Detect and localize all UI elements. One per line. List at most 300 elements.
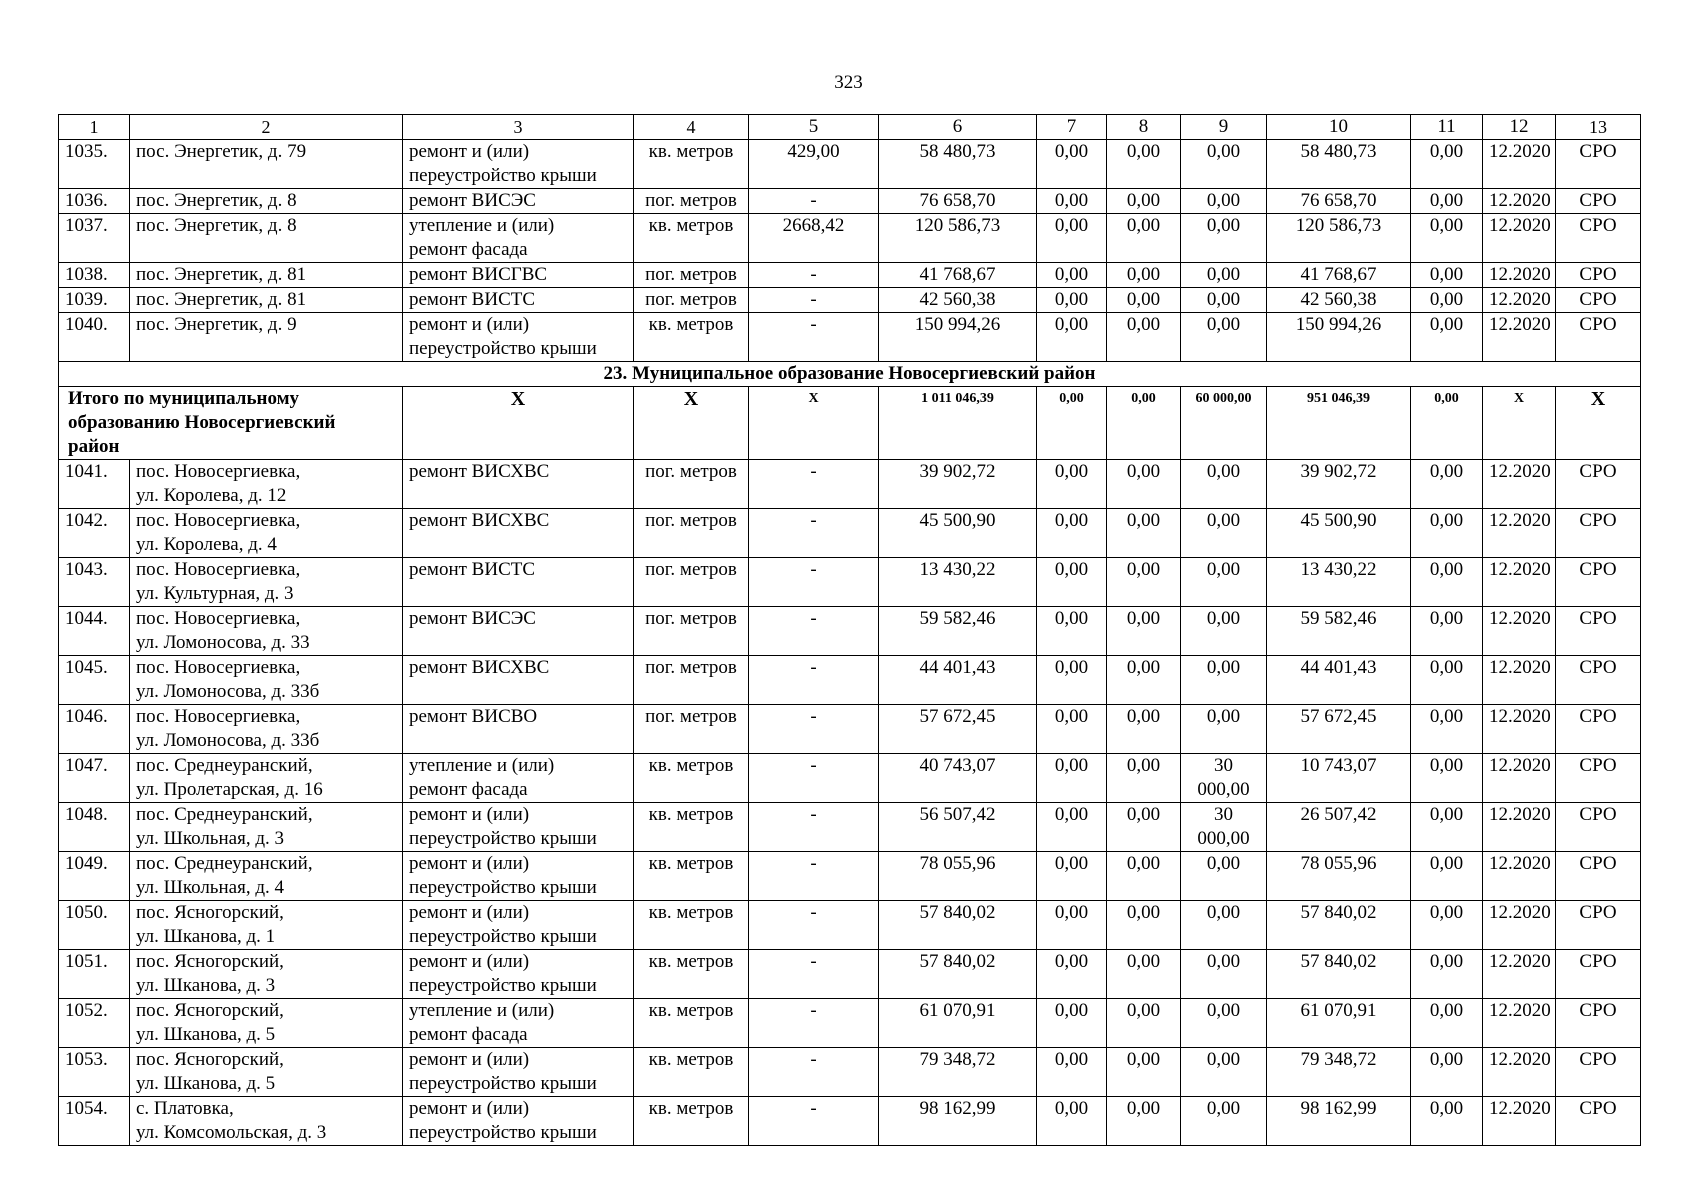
work-type-line: ремонт и (или) xyxy=(409,902,530,923)
fund-cell: 0,00 xyxy=(1107,852,1181,901)
address-line: ул. Ломоносова, д. 33 xyxy=(136,632,310,653)
fund-cell: 0,00 xyxy=(1107,656,1181,705)
unit-cell: кв. метров xyxy=(634,140,749,189)
work-type-line: ремонт фасада xyxy=(409,239,528,260)
fund-cell: 0,00 xyxy=(1411,460,1483,509)
fund-cell: 0,00 xyxy=(1037,705,1107,754)
work-type-line: переустройство крыши xyxy=(409,877,597,898)
unit-cell: пог. метров xyxy=(634,558,749,607)
volume-cell: - xyxy=(749,509,879,558)
volume-cell: - xyxy=(749,1048,879,1097)
table-row xyxy=(59,214,1641,263)
fund-cell: 0,00 xyxy=(1411,313,1483,362)
fund-cell: 0,00 xyxy=(1037,803,1107,852)
row-number: 1047. xyxy=(59,754,130,803)
table-row xyxy=(59,288,1641,313)
fund-cell: 0,00 xyxy=(1037,901,1107,950)
volume-cell: - xyxy=(749,803,879,852)
volume-cell: - xyxy=(749,950,879,999)
row-number: 1044. xyxy=(59,607,130,656)
unit-cell: пог. метров xyxy=(634,705,749,754)
volume-cell: - xyxy=(749,705,879,754)
address-cell xyxy=(130,656,403,705)
header-cell: 3 xyxy=(403,115,634,140)
method-cell: СРО xyxy=(1556,901,1641,950)
deadline-cell: 12.2020 xyxy=(1483,705,1556,754)
total-value-cell: 951 046,39 xyxy=(1267,387,1411,460)
volume-cell: - xyxy=(749,607,879,656)
fund-cell: 0,00 xyxy=(1037,140,1107,189)
fund-cell: 0,00 xyxy=(1107,803,1181,852)
total-cost-cell: 59 582,46 xyxy=(879,607,1037,656)
method-cell: СРО xyxy=(1556,509,1641,558)
row-number: 1037. xyxy=(59,214,130,263)
total-x-cell: X xyxy=(1556,387,1641,460)
owners-funds-cell: 26 507,42 xyxy=(1267,803,1411,852)
fund-cell: 0,00 xyxy=(1037,852,1107,901)
owners-funds-cell: 57 840,02 xyxy=(1267,950,1411,999)
header-cell: 4 xyxy=(634,115,749,140)
address-line: ул. Шканова, д. 3 xyxy=(136,975,276,996)
total-label-line: район xyxy=(68,436,120,457)
fund-cell: 0,00 xyxy=(1107,460,1181,509)
address-line: ул. Культурная, д. 3 xyxy=(136,583,294,604)
total-label-line: образованию Новосергиевский xyxy=(68,412,336,433)
total-cost-cell: 40 743,07 xyxy=(879,754,1037,803)
section-title: 23. Муниципальное образование Новосергиевский район xyxy=(59,362,1641,387)
owners-funds-cell: 57 672,45 xyxy=(1267,705,1411,754)
unit-cell: кв. метров xyxy=(634,803,749,852)
address-line: пос. Новосергиевка, xyxy=(136,510,301,531)
work-type-line: переустройство крыши xyxy=(409,1073,597,1094)
address-line: ул. Школьная, д. 4 xyxy=(136,877,284,898)
fund-cell: 0,00 xyxy=(1037,509,1107,558)
work-type-cell xyxy=(403,214,634,263)
fund-cell: 0,00 xyxy=(1411,288,1483,313)
address-cell xyxy=(130,999,403,1048)
work-type-line: утепление и (или) xyxy=(409,1000,555,1021)
volume-cell: 2668,42 xyxy=(749,214,879,263)
owners-funds-cell: 120 586,73 xyxy=(1267,214,1411,263)
header-cell: 6 xyxy=(879,115,1037,140)
address-line: ул. Шканова, д. 1 xyxy=(136,926,276,947)
table-row xyxy=(59,558,1641,607)
table-row xyxy=(59,607,1641,656)
table-row xyxy=(59,189,1641,214)
work-type-cell xyxy=(403,803,634,852)
work-type-line: ремонт и (или) xyxy=(409,853,530,874)
row-number: 1040. xyxy=(59,313,130,362)
work-type-line: ремонт ВИСВО xyxy=(409,706,538,727)
fund-cell: 0,00 xyxy=(1181,1097,1267,1146)
unit-cell: пог. метров xyxy=(634,189,749,214)
address-line: пос. Среднеуранский, xyxy=(136,755,313,776)
fund-cell: 0,00 xyxy=(1107,607,1181,656)
header-cell: 13 xyxy=(1556,115,1641,140)
total-cost-cell: 42 560,38 xyxy=(879,288,1037,313)
work-type-line: ремонт и (или) xyxy=(409,314,530,335)
table-row xyxy=(59,656,1641,705)
total-cost-cell: 57 840,02 xyxy=(879,901,1037,950)
row-number: 1036. xyxy=(59,189,130,214)
method-cell: СРО xyxy=(1556,263,1641,288)
method-cell: СРО xyxy=(1556,1097,1641,1146)
fund-cell: 0,00 xyxy=(1181,1048,1267,1097)
owners-funds-cell: 41 768,67 xyxy=(1267,263,1411,288)
fund-cell: 0,00 xyxy=(1107,1097,1181,1146)
volume-cell: - xyxy=(749,263,879,288)
address-cell xyxy=(130,313,403,362)
address-line: ул. Королева, д. 12 xyxy=(136,485,287,506)
total-cost-cell: 41 768,67 xyxy=(879,263,1037,288)
table-row xyxy=(59,950,1641,999)
row-number: 1046. xyxy=(59,705,130,754)
fund-cell: 0,00 xyxy=(1107,558,1181,607)
work-type-line: ремонт и (или) xyxy=(409,1098,530,1119)
deadline-cell: 12.2020 xyxy=(1483,656,1556,705)
deadline-cell: 12.2020 xyxy=(1483,288,1556,313)
deadline-cell: 12.2020 xyxy=(1483,754,1556,803)
deadline-cell: 12.2020 xyxy=(1483,950,1556,999)
owners-funds-cell: 78 055,96 xyxy=(1267,852,1411,901)
row-number: 1039. xyxy=(59,288,130,313)
deadline-cell: 12.2020 xyxy=(1483,214,1556,263)
address-line: пос. Среднеуранский, xyxy=(136,853,313,874)
fund-cell: 0,00 xyxy=(1181,950,1267,999)
address-cell xyxy=(130,852,403,901)
unit-cell: пог. метров xyxy=(634,288,749,313)
fund-cell: 0,00 xyxy=(1181,901,1267,950)
work-type-line: ремонт и (или) xyxy=(409,804,530,825)
address-line: пос. Энергетик, д. 8 xyxy=(136,190,297,211)
method-cell: СРО xyxy=(1556,754,1641,803)
row-number: 1049. xyxy=(59,852,130,901)
owners-funds-cell: 44 401,43 xyxy=(1267,656,1411,705)
work-type-cell xyxy=(403,140,634,189)
row-number: 1048. xyxy=(59,803,130,852)
total-value-cell: 0,00 xyxy=(1107,387,1181,460)
row-number: 1042. xyxy=(59,509,130,558)
fund-cell: 0,00 xyxy=(1411,558,1483,607)
work-type-cell xyxy=(403,901,634,950)
fund-cell: 0,00 xyxy=(1037,288,1107,313)
owners-funds-cell: 98 162,99 xyxy=(1267,1097,1411,1146)
fund-cell: 0,00 xyxy=(1107,705,1181,754)
work-type-cell xyxy=(403,288,634,313)
method-cell: СРО xyxy=(1556,607,1641,656)
method-cell: СРО xyxy=(1556,313,1641,362)
table-row xyxy=(59,754,1641,803)
fund-cell: 0,00 xyxy=(1411,901,1483,950)
unit-cell: кв. метров xyxy=(634,1097,749,1146)
row-number: 1041. xyxy=(59,460,130,509)
work-type-cell xyxy=(403,852,634,901)
address-line: пос. Среднеуранский, xyxy=(136,804,313,825)
work-type-line: ремонт ВИСХВС xyxy=(409,510,550,531)
row-number: 1035. xyxy=(59,140,130,189)
fund-cell: 0,00 xyxy=(1411,509,1483,558)
address-line: пос. Энергетик, д. 81 xyxy=(136,289,307,310)
work-type-line: ремонт ВИСХВС xyxy=(409,461,550,482)
total-cost-cell: 150 994,26 xyxy=(879,313,1037,362)
method-cell: СРО xyxy=(1556,288,1641,313)
work-type-cell xyxy=(403,460,634,509)
method-cell: СРО xyxy=(1556,803,1641,852)
work-type-cell xyxy=(403,1097,634,1146)
owners-funds-cell: 13 430,22 xyxy=(1267,558,1411,607)
address-cell xyxy=(130,509,403,558)
address-line: пос. Ясногорский, xyxy=(136,1000,284,1021)
total-cost-cell: 57 672,45 xyxy=(879,705,1037,754)
address-cell xyxy=(130,460,403,509)
fund-cell: 0,00 xyxy=(1411,656,1483,705)
address-cell xyxy=(130,754,403,803)
work-type-cell xyxy=(403,754,634,803)
table-row xyxy=(59,509,1641,558)
address-line: пос. Новосергиевка, xyxy=(136,559,301,580)
method-cell: СРО xyxy=(1556,189,1641,214)
method-cell: СРО xyxy=(1556,460,1641,509)
fund-cell: 30 000,00 xyxy=(1181,754,1267,803)
total-cost-cell: 57 840,02 xyxy=(879,950,1037,999)
owners-funds-cell: 10 743,07 xyxy=(1267,754,1411,803)
table-row xyxy=(59,705,1641,754)
table-row xyxy=(59,460,1641,509)
work-type-line: ремонт фасада xyxy=(409,1024,528,1045)
fund-cell: 0,00 xyxy=(1107,1048,1181,1097)
fund-cell: 0,00 xyxy=(1107,313,1181,362)
unit-cell: кв. метров xyxy=(634,901,749,950)
fund-cell: 0,00 xyxy=(1037,460,1107,509)
table-row xyxy=(59,901,1641,950)
address-cell xyxy=(130,803,403,852)
total-value-cell: 0,00 xyxy=(1411,387,1483,460)
deadline-cell: 12.2020 xyxy=(1483,140,1556,189)
fund-cell: 0,00 xyxy=(1411,263,1483,288)
volume-cell: - xyxy=(749,754,879,803)
work-type-line: переустройство крыши xyxy=(409,975,597,996)
volume-cell: - xyxy=(749,189,879,214)
header-cell: 9 xyxy=(1181,115,1267,140)
volume-cell: - xyxy=(749,656,879,705)
fund-cell: 0,00 xyxy=(1107,189,1181,214)
owners-funds-cell: 42 560,38 xyxy=(1267,288,1411,313)
table-row xyxy=(59,999,1641,1048)
header-cell: 12 xyxy=(1483,115,1556,140)
method-cell: СРО xyxy=(1556,852,1641,901)
work-type-line: утепление и (или) xyxy=(409,215,555,236)
row-number: 1045. xyxy=(59,656,130,705)
address-line: пос. Энергетик, д. 79 xyxy=(136,141,307,162)
method-cell: СРО xyxy=(1556,1048,1641,1097)
row-number: 1050. xyxy=(59,901,130,950)
method-cell: СРО xyxy=(1556,558,1641,607)
deadline-cell: 12.2020 xyxy=(1483,607,1556,656)
header-cell: 11 xyxy=(1411,115,1483,140)
address-line: пос. Энергетик, д. 8 xyxy=(136,215,297,236)
address-cell xyxy=(130,140,403,189)
address-line: ул. Пролетарская, д. 16 xyxy=(136,779,323,800)
header-cell: 2 xyxy=(130,115,403,140)
address-line: ул. Королева, д. 4 xyxy=(136,534,277,555)
total-x-cell: X xyxy=(634,387,749,460)
address-line: пос. Ясногорский, xyxy=(136,1049,284,1070)
address-line: пос. Энергетик, д. 81 xyxy=(136,264,307,285)
total-x-cell: X xyxy=(749,387,879,460)
fund-cell: 0,00 xyxy=(1107,288,1181,313)
work-type-line: ремонт ВИСТС xyxy=(409,289,536,310)
address-line: пос. Новосергиевка, xyxy=(136,608,301,629)
fund-cell: 0,00 xyxy=(1411,852,1483,901)
fund-cell: 0,00 xyxy=(1181,189,1267,214)
table-row xyxy=(59,140,1641,189)
unit-cell: кв. метров xyxy=(634,313,749,362)
fund-cell: 0,00 xyxy=(1181,460,1267,509)
total-cost-cell: 76 658,70 xyxy=(879,189,1037,214)
fund-cell: 0,00 xyxy=(1107,509,1181,558)
table-row xyxy=(59,1048,1641,1097)
fund-cell: 0,00 xyxy=(1411,1048,1483,1097)
volume-cell: - xyxy=(749,313,879,362)
repair-program-table xyxy=(58,114,1641,1146)
address-cell xyxy=(130,214,403,263)
fund-cell: 0,00 xyxy=(1181,140,1267,189)
fund-cell: 0,00 xyxy=(1107,214,1181,263)
total-cost-cell: 79 348,72 xyxy=(879,1048,1037,1097)
owners-funds-cell: 39 902,72 xyxy=(1267,460,1411,509)
work-type-cell xyxy=(403,999,634,1048)
owners-funds-cell: 58 480,73 xyxy=(1267,140,1411,189)
fund-cell: 0,00 xyxy=(1181,705,1267,754)
fund-cell: 0,00 xyxy=(1411,607,1483,656)
work-type-line: ремонт ВИСХВС xyxy=(409,657,550,678)
deadline-cell: 12.2020 xyxy=(1483,1097,1556,1146)
volume-cell: 429,00 xyxy=(749,140,879,189)
unit-cell: пог. метров xyxy=(634,509,749,558)
row-number: 1038. xyxy=(59,263,130,288)
work-type-line: переустройство крыши xyxy=(409,1122,597,1143)
address-line: пос. Энергетик, д. 9 xyxy=(136,314,297,335)
fund-cell: 0,00 xyxy=(1411,214,1483,263)
address-cell xyxy=(130,263,403,288)
fund-cell: 0,00 xyxy=(1107,999,1181,1048)
address-line: пос. Новосергиевка, xyxy=(136,657,301,678)
fund-cell: 0,00 xyxy=(1411,705,1483,754)
fund-cell: 0,00 xyxy=(1181,214,1267,263)
deadline-cell: 12.2020 xyxy=(1483,558,1556,607)
fund-cell: 0,00 xyxy=(1037,1097,1107,1146)
table-row xyxy=(59,1097,1641,1146)
owners-funds-cell: 150 994,26 xyxy=(1267,313,1411,362)
fund-cell: 0,00 xyxy=(1107,263,1181,288)
owners-funds-cell: 61 070,91 xyxy=(1267,999,1411,1048)
method-cell: СРО xyxy=(1556,950,1641,999)
table-row xyxy=(59,803,1641,852)
unit-cell: кв. метров xyxy=(634,754,749,803)
deadline-cell: 12.2020 xyxy=(1483,999,1556,1048)
work-type-cell xyxy=(403,558,634,607)
work-type-line: переустройство крыши xyxy=(409,338,597,359)
work-type-line: ремонт ВИСГВС xyxy=(409,264,548,285)
total-cost-cell: 61 070,91 xyxy=(879,999,1037,1048)
row-number: 1053. xyxy=(59,1048,130,1097)
total-cost-cell: 120 586,73 xyxy=(879,214,1037,263)
work-type-cell xyxy=(403,263,634,288)
row-number: 1052. xyxy=(59,999,130,1048)
fund-cell: 0,00 xyxy=(1181,509,1267,558)
total-cost-cell: 44 401,43 xyxy=(879,656,1037,705)
total-cost-cell: 98 162,99 xyxy=(879,1097,1037,1146)
work-type-cell xyxy=(403,656,634,705)
work-type-line: переустройство крыши xyxy=(409,165,597,186)
section-header-row xyxy=(59,362,1641,387)
fund-cell: 0,00 xyxy=(1037,950,1107,999)
address-cell xyxy=(130,558,403,607)
table-row xyxy=(59,852,1641,901)
fund-cell: 0,00 xyxy=(1411,1097,1483,1146)
address-line: ул. Ломоносова, д. 33б xyxy=(136,681,320,702)
address-cell xyxy=(130,705,403,754)
unit-cell: пог. метров xyxy=(634,607,749,656)
deadline-cell: 12.2020 xyxy=(1483,509,1556,558)
fund-cell: 0,00 xyxy=(1037,189,1107,214)
unit-cell: пог. метров xyxy=(634,656,749,705)
method-cell: СРО xyxy=(1556,999,1641,1048)
total-cost-cell: 39 902,72 xyxy=(879,460,1037,509)
table-row xyxy=(59,263,1641,288)
volume-cell: - xyxy=(749,558,879,607)
fund-cell: 0,00 xyxy=(1411,140,1483,189)
total-label xyxy=(59,387,403,460)
address-line: пос. Ясногорский, xyxy=(136,951,284,972)
owners-funds-cell: 57 840,02 xyxy=(1267,901,1411,950)
table-row xyxy=(59,313,1641,362)
address-cell xyxy=(130,1097,403,1146)
total-cost-cell: 13 430,22 xyxy=(879,558,1037,607)
work-type-cell xyxy=(403,607,634,656)
address-line: пос. Новосергиевка, xyxy=(136,706,301,727)
method-cell: СРО xyxy=(1556,140,1641,189)
fund-cell: 0,00 xyxy=(1037,263,1107,288)
fund-cell: 0,00 xyxy=(1037,754,1107,803)
fund-cell: 30 000,00 xyxy=(1181,803,1267,852)
method-cell: СРО xyxy=(1556,705,1641,754)
fund-cell: 0,00 xyxy=(1181,607,1267,656)
row-number: 1054. xyxy=(59,1097,130,1146)
unit-cell: пог. метров xyxy=(634,263,749,288)
total-cost-cell: 78 055,96 xyxy=(879,852,1037,901)
total-label-line: Итого по муниципальному xyxy=(68,388,300,409)
deadline-cell: 12.2020 xyxy=(1483,901,1556,950)
row-number: 1043. xyxy=(59,558,130,607)
total-value-cell: 0,00 xyxy=(1037,387,1107,460)
header-cell: 10 xyxy=(1267,115,1411,140)
fund-cell: 0,00 xyxy=(1181,558,1267,607)
fund-cell: 0,00 xyxy=(1107,950,1181,999)
deadline-cell: 12.2020 xyxy=(1483,189,1556,214)
fund-cell: 0,00 xyxy=(1181,313,1267,362)
work-type-cell xyxy=(403,509,634,558)
unit-cell: кв. метров xyxy=(634,999,749,1048)
deadline-cell: 12.2020 xyxy=(1483,852,1556,901)
fund-cell: 0,00 xyxy=(1181,263,1267,288)
address-cell xyxy=(130,950,403,999)
header-cell: 8 xyxy=(1107,115,1181,140)
fund-cell: 0,00 xyxy=(1411,189,1483,214)
page-number: 323 xyxy=(834,72,863,93)
address-line: пос. Ясногорский, xyxy=(136,902,284,923)
fund-cell: 0,00 xyxy=(1107,140,1181,189)
